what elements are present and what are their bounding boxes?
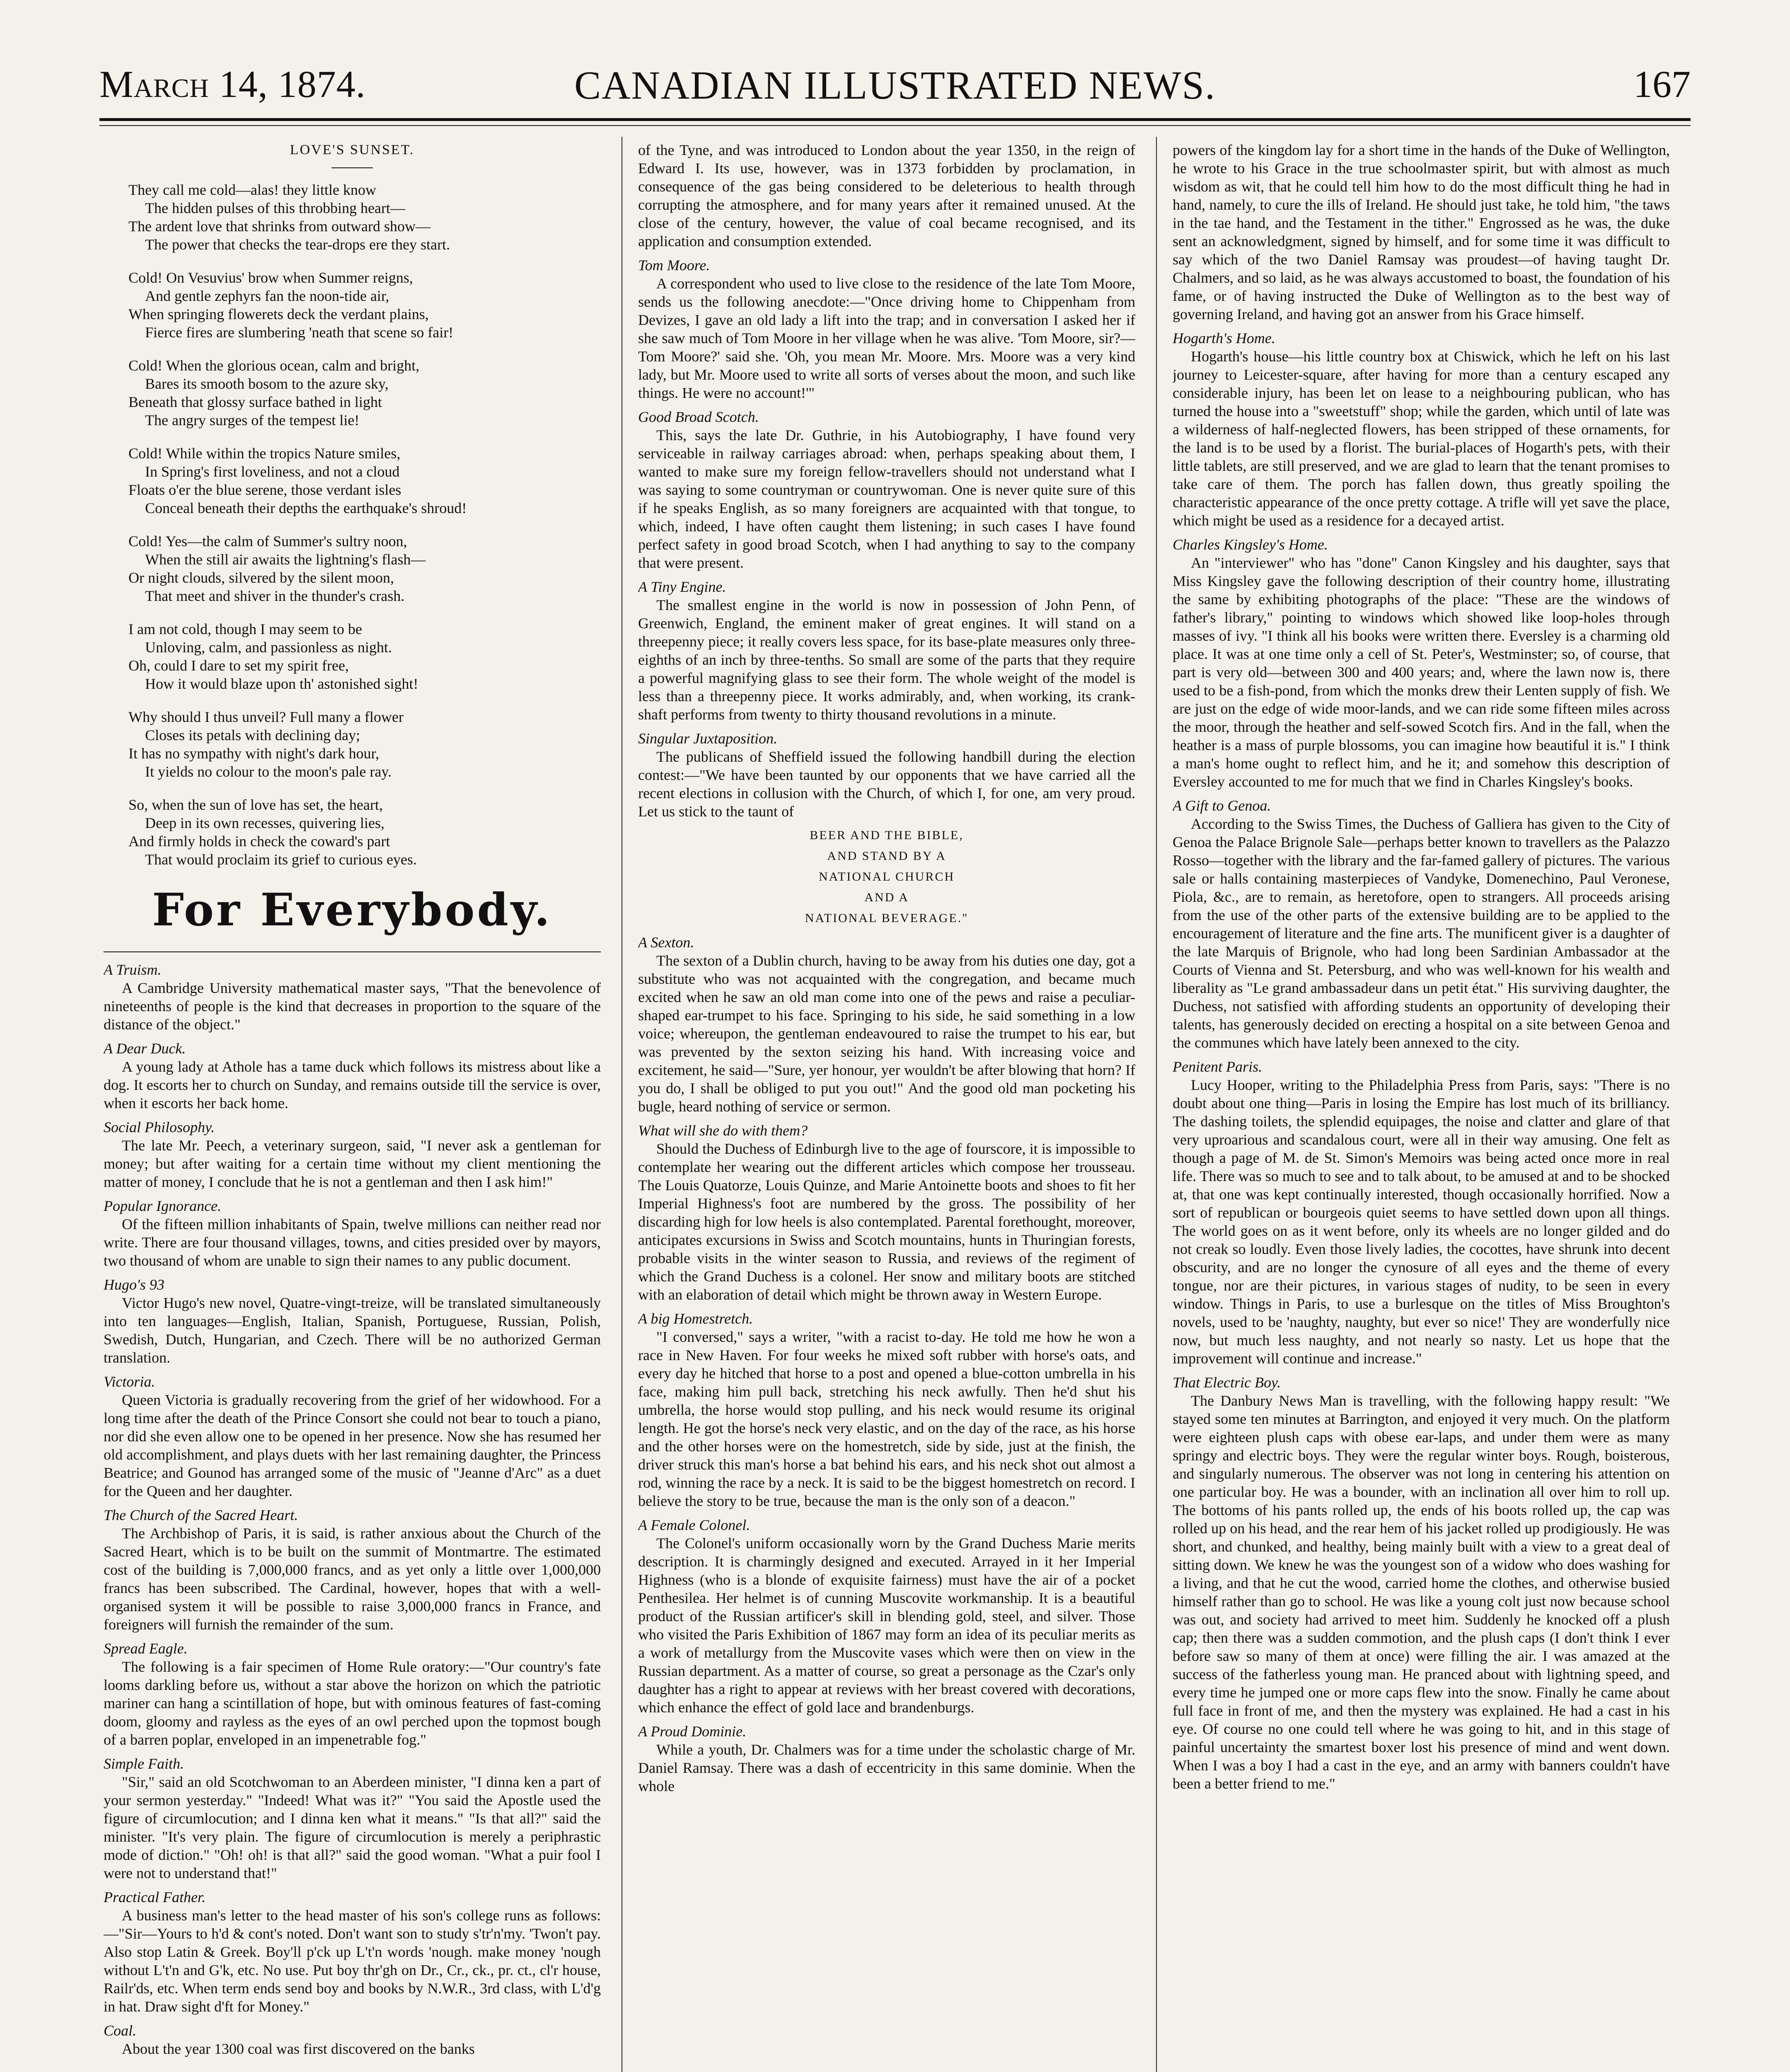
poem-line: Beneath that glossy surface bathed in light: [128, 394, 382, 410]
article: [638, 933, 1135, 1116]
article-text: Queen Victoria is gradually recovering from the grief of her widowhood. For a long time after the death of the Prince Consort she could not bear to touch a piano, nor did she even allow one to be opened in her presence. Now she has resumed her old accomplishment, and plays duets with her last remaining daughter, the Princess Beatrice; and Gounod has arranged some of the music of "Jeanne d'Arc" as a duet for the Queen and her daughter.: [104, 1392, 601, 1499]
column-1: [104, 141, 601, 2072]
poem-stanza: [104, 269, 601, 341]
article-text: A business man's letter to the head master of his son's college runs as follows:—"Sir—Yours to h'd & cont's noted. Don't want son to study s'tr'n'my. 'Twon't pay. Also stop Latin & Greek. Boy'll p'ck up L't'n words 'nough. make money 'nough without L't'n and G'k, etc. No use. Put boy thr'gh on Dr., Cr., ck., pr. ct., cl'r house, Railr'ds, etc. When term ends send boy and books by N.W.R., 3rd class, with L'd'g in hat. Draw sight d'ft for Money.": [104, 1907, 601, 2015]
article: [104, 1888, 601, 2016]
poem-stanza: [104, 181, 601, 254]
poem-line: Cold! When the glorious ocean, calm and bright,: [128, 357, 420, 374]
header-rule-thin: [99, 125, 1691, 126]
poem-line: So, when the sun of love has set, the heart,: [128, 796, 383, 813]
article: [1173, 1373, 1670, 1793]
article-heading: Spread Eagle.: [104, 1640, 188, 1657]
handbill-line: AND STAND BY A: [827, 849, 946, 863]
poem-line: Cold! On Vesuvius' brow when Summer reigns,: [128, 269, 413, 286]
poem-line: Bares its smooth bosom to the azure sky,: [145, 375, 389, 392]
poem-line: The ardent love that shrinks from outward show—: [128, 218, 431, 235]
article-text: "I conversed," says a writer, "with a racist to-day. He told me how he won a race in New Haven. For four weeks he mixed soft rubber with horse's oats, and every day he hitched that horse to a post and opened a blue-cotton umbrella in his face, making him pull back, stretching his neck awfully. Then he'd shut his umbrella, the horse would stop pulling, and his neck would resume its original length. He got the horse's neck very elastic, and on the day of the race, as his horse and the other horses were on the homestretch, side by side, just at the finish, the driver struck this man's horse a bat behind his ears, and his neck shot out almost a rod, winning the race by a neck. It is said to be the biggest homestretch on record. I believe the story to be true, because the man is the only son of a deacon.": [638, 1329, 1135, 1509]
article-heading: Simple Faith.: [104, 1755, 184, 1772]
article-heading: Charles Kingsley's Home.: [1173, 536, 1328, 553]
article-heading: Good Broad Scotch.: [638, 409, 759, 425]
article: [1173, 1058, 1670, 1368]
article: [638, 729, 1135, 821]
article-text: This, says the late Dr. Guthrie, in his Autobiography, I have found very serviceable in railway carriages abroad: when, perhaps speaking about them, I wanted to make sure my foreign fellow-travellers should not understand what I was saying to some countryman or countrywoman. One is never quite sure of this if he speaks English, as so many foreigners are acquainted with that tongue, to which, indeed, I have often caught them listening; in such cases I have found perfect safety in good broad Scotch, when I had anything to say to the company that were present.: [638, 427, 1135, 571]
article: [638, 1121, 1135, 1304]
article-text: of the Tyne, and was introduced to London about the year 1350, in the reign of Edward I. Its use, however, was in 1373 forbidden by proclamation, in consequence of the gas being considered to be deleterious to health through corrupting the atmosphere, and for many years after it remained unused. At the close of the century, however, the value of coal became recognised, and its application and consumption extended.: [638, 142, 1135, 249]
article-text: powers of the kingdom lay for a short time in the hands of the Duke of Wellington, he wrote to his Grace in the true schoolmaster spirit, but with almost as much wisdom as wit, that he could tell him how to do the most difficult thing he had in hand, namely, to cure the ills of Ireland. He should just take, he told him, "the taws in the tae hand, and the Testament in the tither." Engrossed as he was, the duke sent an acknowledgment, signed by himself, and for some time it was difficult to say which of the two Daniel Ramsay was proudest—of having taught Dr. Chalmers, and so laid, as he was always accustomed to boast, the foundation of his fame, or of having instructed the Duke of Wellington as to the best way of governing Ireland, and having got an answer from his Grace himself.: [1173, 142, 1670, 322]
article: [104, 961, 601, 1034]
article: [104, 1118, 601, 1191]
poem-line: When the still air awaits the lightning's flash—: [145, 551, 426, 568]
article: [638, 826, 1135, 927]
poem-line: I am not cold, though I may seem to be: [128, 621, 362, 637]
column-2: [638, 141, 1135, 2072]
column-divider: [1156, 137, 1157, 2072]
article: [104, 1372, 601, 1500]
column-3: [1173, 141, 1670, 2072]
article-text: The sexton of a Dublin church, having to be away from his duties one day, got a substitute who was not acquainted with the congregation, and became much excited when he saw an old man come into one of the pews and raise a peculiar-shaped ear-trumpet to his face. Springing to his side, he said something in a low voice; whereupon, the gentleman endeavoured to raise the trumpet to his ear, but was prevented by the sexton seizing his hand. With increasing voice and excitement, he said—"Sure, yer honour, yer wouldn't be after blowing that horn? If you do, I shall be obliged to put you out!" And the good old man pocketing his bugle, heard nothing of service or sermon.: [638, 952, 1135, 1115]
article-text: According to the Swiss Times, the Duchess of Galliera has given to the City of Genoa the Palace Brignole Sale—perhaps better known to travellers as the Palazzo Rosso—together with the library and the far-famed gallery of pictures. The various sale or halls containing masterpieces of Vandyke, Domenechino, Paul Veronese, Piola, &c., are to remain, as heretofore, open to strangers. All proceeds arising from the use of the other parts of the extensive building are to be applied to the encouragement of literature and the fine arts. The munificent giver is a daughter of the late Marquis of Brignole, who had long been Sardinian Ambassador at the Courts of Vienna and St. Petersburg, and who was well-known for his wealth and liberality as "Le grand ambassadeur dans un petit état." His surviving daughter, the Duchess, not satisfied with affording students an opportunity of developing their talents, has generously decided on erecting a hospital on a site between Genoa and the communes which have lately been annexed to the city.: [1173, 816, 1670, 1051]
poem-line: They call me cold—alas! they little know: [128, 182, 376, 198]
article: [638, 408, 1135, 572]
article-text: The smallest engine in the world is now in possession of John Penn, of Greenwich, England, the eminent maker of great engines. It will stand on a threepenny piece; it really covers less space, for its base-plate measures only three-eighths of an inch by three-tenths. So small are some of the parts that they require a powerful magnifying glass to see their form. The whole weight of the model is less than a threepenny piece. It works admirably, and, when working, its crank-shaft performs from twenty to thirty thousand revolutions in a minute.: [638, 597, 1135, 723]
handbill-line: BEER AND THE BIBLE,: [810, 828, 964, 842]
article-text: Victor Hugo's new novel, Quatre-vingt-treize, will be translated simultaneously into ten languages—English, Italian, Spanish, Portuguese, Russian, Polish, Swedish, Dutch, Hungarian, and Czech. There will be no authorized German translation.: [104, 1295, 601, 1366]
article-text: "Sir," said an old Scotchwoman to an Aberdeen minister, "I dinna ken a part of your sermon yesterday." "Indeed! What was it?" "You said the Apostle used the figure of circumlocution; and I dinna ken what it means." "Is that all?" said the minister. "It's very plain. The figure of circumlocution is merely a periphrastic mode of diction." "Oh! oh! is that all?" said the good woman. "What a puir fool I were not to understand that!": [104, 1774, 601, 1881]
poem-line: Floats o'er the blue serene, those verdant isles: [128, 482, 402, 498]
article: [104, 1197, 601, 1270]
poem-line: When springing flowerets deck the verdant plains,: [128, 306, 429, 322]
article-heading: A big Homestretch.: [638, 1310, 753, 1327]
article-text: Hogarth's house—his little country box at Chiswick, which he left on his last journey to Leicester-square, after having for more than a century escaped any considerable injury, has been let on lease to a neighbouring publican, who has turned the house into a "sweetstuff" shop; while the garden, which until of late was a wilderness of half-neglected flowers, has been stripped of these ornaments, for the land is to be used by a florist. The burial-places of Hogarth's pets, with their little tablets, are still preserved, and we are glad to learn that the tenant promises to take care of them. The porch has fallen down, thus greatly spoiling the characteristic appearance of the once pretty cottage. A trifle will yet save the place, which might be used as a residence for a decayed artist.: [1173, 348, 1670, 529]
poem-line: How it would blaze upon th' astonished sight!: [145, 675, 418, 692]
article-heading: Hogarth's Home.: [1173, 330, 1275, 346]
article-heading: A Female Colonel.: [638, 1517, 750, 1533]
article-text: Of the fifteen million inhabitants of Spain, twelve millions can neither read nor write. There are four thousand villages, towns, and cities presided over by mayors, two thousand of whom are unable to sign their names to any public document.: [104, 1216, 601, 1269]
article: [1173, 329, 1670, 530]
issue-date: March 14, 1874.: [99, 63, 366, 105]
article-text: The following is a fair specimen of Home Rule oratory:—"Our country's fate looms darkling before us, without a star above the horizon on which the patriotic mariner can hang a scintillation of hope, but with ominous features of fast-coming doom, gloomy and rayless as the eyes of an owl perched upon the topmost bough of a barren poplar, enveloped in an impenetrable fog.": [104, 1658, 601, 1748]
poem-line: It has no sympathy with night's dark hour,: [128, 745, 379, 762]
article-heading: A Dear Duck.: [104, 1040, 186, 1057]
article: [104, 1276, 601, 1367]
poem-rule: [331, 167, 373, 168]
article: [638, 1310, 1135, 1510]
poem-line: And gentle zephyrs fan the noon-tide air,: [145, 288, 389, 304]
poem-line: Unloving, calm, and passionless as night.: [145, 639, 392, 656]
article-text: An "interviewer" who has "done" Canon Kingsley and his daughter, says that Miss Kingsley gave the following description of their country home, illustrating the same by exhibiting photographs of the place: "These are the windows of father's library," pointing to windows which showed like loop-holes through masses of ivy. "I think all his books were written there. Eversley is a charming old place. It was at one time only a cell of St. Peter's, Westminster; so, of course, that part is very old—between 300 and 400 years; and, where the lawn now is, there used to be a fish-pond, from which the monks drew their Lenten supply of fish. We are just on the edge of wide moor-lands, and we can ride some fifteen miles across the moor, through the heather and self-sowed Scotch firs. And in the fall, when the heather is a mass of purple blossoms, you can imagine how beautiful it is." I think a man's home ought to reflect him, and he it; and somehow this description of Eversley accounted to me for much that we find in Charles Kingsley's books.: [1173, 554, 1670, 790]
poem-title: LOVE'S SUNSET.: [290, 142, 415, 157]
article-heading: The Church of the Sacred Heart.: [104, 1507, 298, 1523]
article: [638, 1722, 1135, 1795]
poem-line: And firmly holds in check the coward's part: [128, 833, 390, 850]
article-heading: Coal.: [104, 2022, 137, 2039]
article: [104, 2021, 601, 2058]
poem-line: It yields no colour to the moon's pale ray.: [145, 763, 392, 780]
article-heading: Tom Moore.: [638, 257, 710, 274]
article: [104, 1639, 601, 1749]
article-text: The Danbury News Man is travelling, with the following happy result: "We stayed some ten minutes at Barrington, and enjoyed it very much. On the platform were eighteen plush caps with obese ear-laps, and under them were as many springy and electric boys. They were the regular winter boys. Rough, boisterous, and singularly numerous. The observer was not long in centering his attention on one particular boy. He was a bounder, with an inclination all over him to roll up. The bottoms of his pants rolled up, the ends of his boots rolled up, the cap was rolled up on his head, and the rear hem of his jacket rolled up prodigiously. He was short, and chunked, and healthy, being mainly built with a view to a great deal of sitting down. We knew he was the youngest son of a widow who does washing for a living, and that he cut the wood, carried home the clothes, and otherwise busied himself rather than go to school. He was like a young colt just now because school was out, and society had arrived to meet him. Suddenly he knocked off a plush cap; then there was a sudden commotion, and the plush caps (I don't think I ever before saw so many of them at once) were filling the air. I was amazed at the success of the fatherless young man. He pranced about with lightning speed, and every time he jumped one or more caps flew into the snow. Finally he came about full face in front of me, and then the mystery was explained. He had a cast in his eye. Of course no one could tell where he was going to hit, and in this stage of painful uncertainty the smartest boxer lost his presence of mind and went down. When I was a boy I had a cast in the eye, and an army with banners couldn't have been a better friend to me.": [1173, 1392, 1670, 1792]
article-text: The late Mr. Peech, a veterinary surgeon, said, "I never ask a gentleman for money; but after waiting for a certain time without my client mentioning the matter of money, I conclude that he is not a gentleman and then I ask him!": [104, 1137, 601, 1190]
article-text: The Colonel's uniform occasionally worn by the Grand Duchess Marie merits description. It is charmingly designed and executed. Arrayed in it her Imperial Highness (who is a blonde of exquisite fairness) must have the air of a pocket Penthesilea. Her helmet is of cunning Muscovite workmanship. It is a beautiful product of the Russian artificer's skill in blending gold, steel, and silver. Those who visited the Paris Exhibition of 1867 may form an idea of its peculiar merits as a work of metallurgy from the Muscovite vases which were then on view in the Russian department. As a matter of course, so great a personage as the Czar's only daughter has a right to appear at reviews with her breast covered with decorations, which enhance the effect of gold lace and brandenburgs.: [638, 1535, 1135, 1716]
article: [104, 1755, 601, 1882]
poem-line: Cold! While within the tropics Nature smiles,: [128, 445, 401, 462]
article: [1173, 535, 1670, 791]
poem-line: In Spring's first loveliness, and not a cloud: [145, 463, 400, 480]
article: [638, 256, 1135, 402]
handbill-line: NATIONAL BEVERAGE.": [805, 911, 969, 925]
poem-line: Conceal beneath their depths the earthquake's shroud!: [145, 500, 467, 516]
article-text: The publicans of Sheffield issued the following handbill during the election contest:—"We have been taunted by our opponents that we have carried all the recent elections in collusion with the Church, of which I, for one, am very proud. Let us stick to the taunt of: [638, 748, 1135, 820]
poem-stanza: [104, 356, 601, 429]
article-text: The Archbishop of Paris, it is said, is rather anxious about the Church of the Sacred Heart, which is to be built on the summit of Montmartre. The estimated cost of the building is 7,000,000 francs, and as yet only a little over 1,000,000 francs has been subscribed. The Cardinal, however, hopes that with a well-organised system it will be possible to raise 3,000,000 francs in France, and foreigners will furnish the remainder of the sum.: [104, 1525, 601, 1633]
section-title: For Everybody.: [152, 884, 552, 936]
article-heading: Victoria.: [104, 1373, 155, 1390]
article-heading: A Truism.: [104, 961, 162, 978]
handbill-line: NATIONAL CHURCH: [818, 870, 955, 884]
newspaper-title: CANADIAN ILLUSTRATED NEWS.: [574, 63, 1216, 107]
article-text: While a youth, Dr. Chalmers was for a time under the scholastic charge of Mr. Daniel Ramsay. There was a dash of eccentricity in this same dominie. When the whole: [638, 1741, 1135, 1794]
header-rule: [99, 118, 1691, 121]
section-rule: [104, 951, 601, 952]
column-3-articles: [1173, 141, 1670, 1793]
article-heading: Social Philosophy.: [104, 1119, 215, 1135]
article-heading: Practical Father.: [104, 1889, 206, 1905]
poem-line: The hidden pulses of this throbbing heart—: [145, 200, 405, 216]
poem-line: Deep in its own recesses, quivering lies,: [145, 815, 385, 831]
article-text: A correspondent who used to live close to the residence of the late Tom Moore, sends us the following anecdote:—"Once driving home to Chippenham from Devizes, I gave an old lady a lift into the trap; and in conversation I asked her if she saw much of Tom Moore in her village when he was alive. 'Tom Moore, sir?—Tom Moore?' said she. 'Oh, you mean Mr. Moore. Mrs. Moore was a very kind lady, but Mr. Moore used to write all sorts of verses about the moon, and such like things. He were no account!'": [638, 275, 1135, 401]
article-heading: Hugo's 93: [104, 1276, 164, 1293]
page-header: [99, 62, 1691, 120]
article-heading: Singular Juxtaposition.: [638, 730, 777, 747]
article: [104, 1039, 601, 1112]
page-number: 167: [1633, 63, 1691, 105]
column-2-articles: [638, 141, 1135, 1795]
poem-line: Fierce fires are slumbering 'neath that scene so fair!: [145, 324, 454, 341]
poem-line: Cold! Yes—the calm of Summer's sultry noon,: [128, 533, 407, 549]
article-text: About the year 1300 coal was first discovered on the banks: [122, 2041, 475, 2057]
poem-line: Oh, could I dare to set my spirit free,: [128, 657, 349, 674]
article: [638, 1516, 1135, 1716]
article-text: Lucy Hooper, writing to the Philadelphia Press from Paris, says: "There is no doubt about one thing—Paris in losing the Empire has lost much of its brilliancy. The dashing toilets, the splendid equipages, the noise and clatter and glare of that very uproarious and scandalous court, were all in their way amusing. One felt as though a page of M. de St. Simon's Memoirs was being acted once more in real life. There was so much to see and to talk about, to be amused at and to be shocked at, that one was kept continually interested, though occasionally horrified. Now a sort of republican or bourgeois quiet seems to have settled down upon all things. The world goes on as it went before, only its wheels are no longer gilded and do not creak so loudly. Even those lively ladies, the cocottes, have shrunk into decent obscurity, and are no longer the cynosure of all eyes and the theme of every tongue, nor are their pictures, in various stages of nudity, to be seen in every window. Things in Paris, to use a burlesque on the titles of Miss Broughton's novels, used to be 'naughty, naughty, but ever so nice!' They are wonderfully nice now, but much less naughty, and not nearly so nasty. Let us hope that the improvement will continue and increase.": [1173, 1077, 1670, 1367]
poem-stanza: [104, 620, 601, 693]
article-heading: Popular Ignorance.: [104, 1198, 221, 1214]
article: [1173, 141, 1670, 323]
poem-line: That would proclaim its grief to curious eyes.: [145, 851, 417, 868]
article-heading: Penitent Paris.: [1173, 1058, 1262, 1075]
poem-line: Closes its petals with declining day;: [145, 727, 360, 743]
article-heading: A Gift to Genoa.: [1173, 797, 1271, 814]
poem-stanza: [104, 708, 601, 781]
poem-line: Or night clouds, silvered by the silent moon,: [128, 569, 394, 586]
article-heading: A Tiny Engine.: [638, 579, 726, 595]
article: [638, 141, 1135, 250]
article: [638, 578, 1135, 724]
article-text: Should the Duchess of Edinburgh live to the age of fourscore, it is impossible to contemplate her wearing out the different articles which compose her trousseau. The Louis Quatorze, Louis Quinze, and Marie Antoinette boots and shoes to fit her Imperial Highness's foot are numbered by the gross. The possibility of her discarding high for low heels is also contemplated. Parental forethought, moreover, anticipates excursions in Swiss and Scotch mountains, hunts in Thuringian forests, probable visits in the winter season to Russia, and reviews of the regiment of which the Grand Duchess is a colonel. Her snow and military boots are stitched with an elaboration of detail which might be thrown away in Western Europe.: [638, 1140, 1135, 1303]
poem-stanza: [104, 796, 601, 869]
column-1-articles: [104, 961, 601, 2058]
handbill-line: AND A: [864, 891, 909, 904]
poem-line: The angry surges of the tempest lie!: [145, 412, 360, 428]
article-text: A Cambridge University mathematical master says, "That the benevolence of nineteenths of people is the kind that decreases in proportion to the square of the distance of the object.": [104, 980, 601, 1033]
poem-stanza: [104, 532, 601, 605]
article-heading: A Proud Dominie.: [638, 1723, 746, 1740]
article-heading: That Electric Boy.: [1173, 1374, 1281, 1391]
poem-line: That meet and shiver in the thunder's crash.: [145, 588, 405, 604]
poem-line: The power that checks the tear-drops ere they start.: [145, 236, 450, 253]
article-heading: What will she do with them?: [638, 1122, 808, 1139]
poem-line: Why should I thus unveil? Full many a flower: [128, 709, 404, 725]
article-heading: A Sexton.: [638, 934, 694, 951]
article: [1173, 796, 1670, 1052]
poem-stanza: [104, 444, 601, 517]
handbill-text: [638, 826, 1135, 927]
article: [104, 1506, 601, 1634]
poem-body: [104, 181, 601, 869]
article-text: A young lady at Athole has a tame duck which follows its mistress about like a dog. It escorts her to church on Sunday, and remains outside till the service is over, when it escorts her back home.: [104, 1058, 601, 1111]
